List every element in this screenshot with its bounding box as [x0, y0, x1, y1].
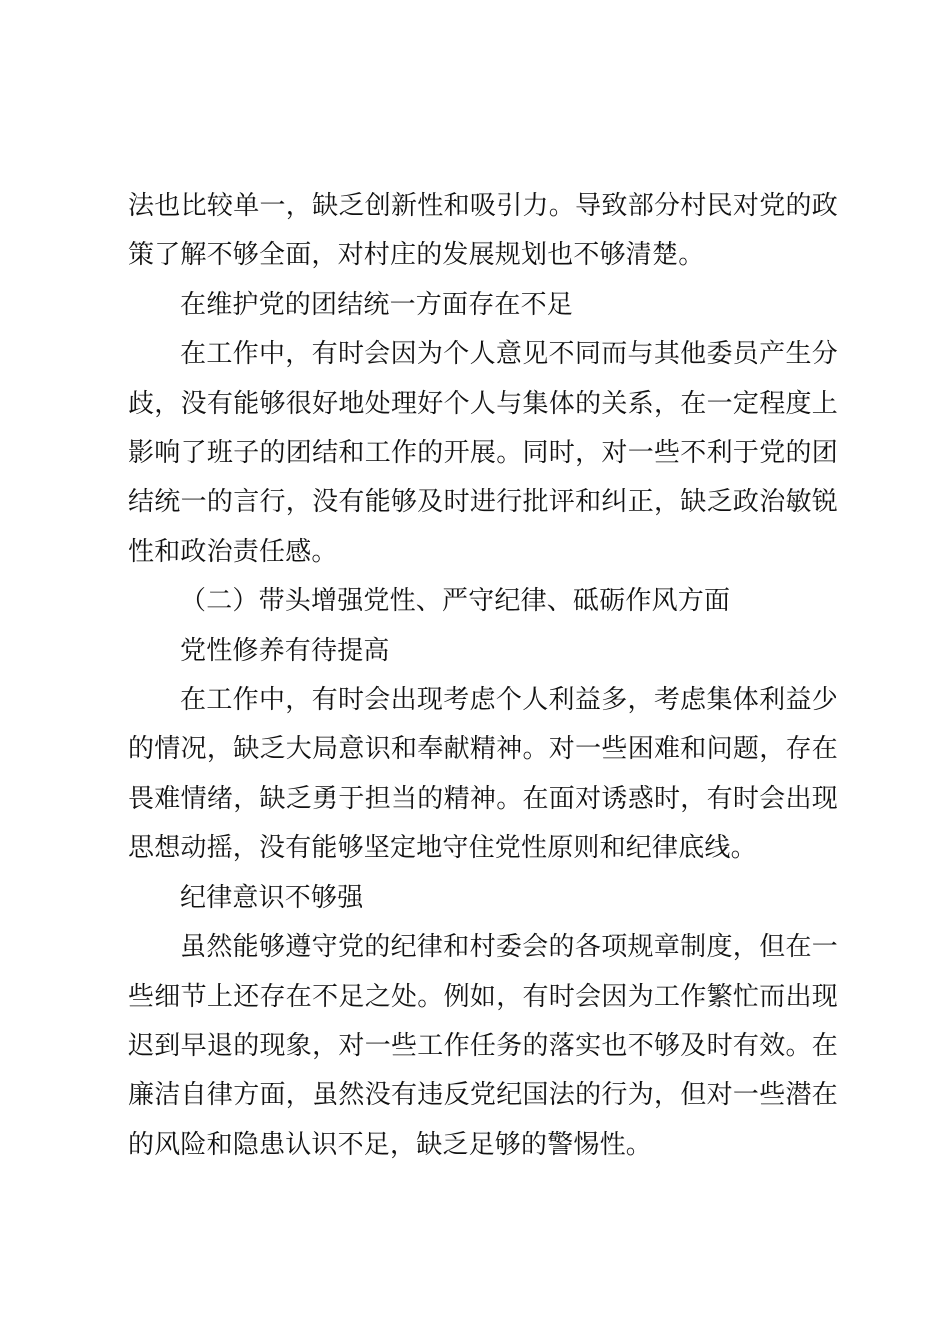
- paragraph-discipline: 虽然能够遵守党的纪律和村委会的各项规章制度，但在一些细节上还存在不足之处。例如，有时会因为工作繁忙而出现迟到早退的现象，对一些工作任务的落实也不够及时有效。在廉洁自律方面，虽然没有违反党纪国法的行为，但对一些潜在的风险和隐患认识不足，缺乏足够的警惕性。: [128, 932, 838, 1160]
- subheading-unity: 在维护党的团结统一方面存在不足: [180, 289, 574, 320]
- subheading-party-spirit: 党性修养有待提高: [180, 635, 390, 666]
- subheading-discipline: 纪律意识不够强: [180, 882, 364, 913]
- section-heading-two: （二）带头增强党性、严守纪律、砥砺作风方面: [180, 586, 731, 617]
- paragraph-unity: 在工作中，有时会因为个人意见不同而与其他委员产生分歧，没有能够很好地处理好个人与集体的关系，在一定程度上影响了班子的团结和工作的开展。同时，对一些不利于党的团结统一的言行，没有能够及时进行批评和纠正，缺乏政治敏锐性和政治责任感。: [128, 339, 838, 567]
- paragraph-continued: 法也比较单一，缺乏创新性和吸引力。导致部分村民对党的政策了解不够全面，对村庄的发展规划也不够清楚。: [128, 191, 838, 271]
- paragraph-party-spirit: 在工作中，有时会出现考虑个人利益多，考虑集体利益少的情况，缺乏大局意识和奉献精神。对一些困难和问题，存在畏难情绪，缺乏勇于担当的精神。在面对诱惑时，有时会出现思想动摇，没有能够坚定地守住党性原则和纪律底线。: [128, 685, 838, 864]
- document-body: [128, 182, 838, 1170]
